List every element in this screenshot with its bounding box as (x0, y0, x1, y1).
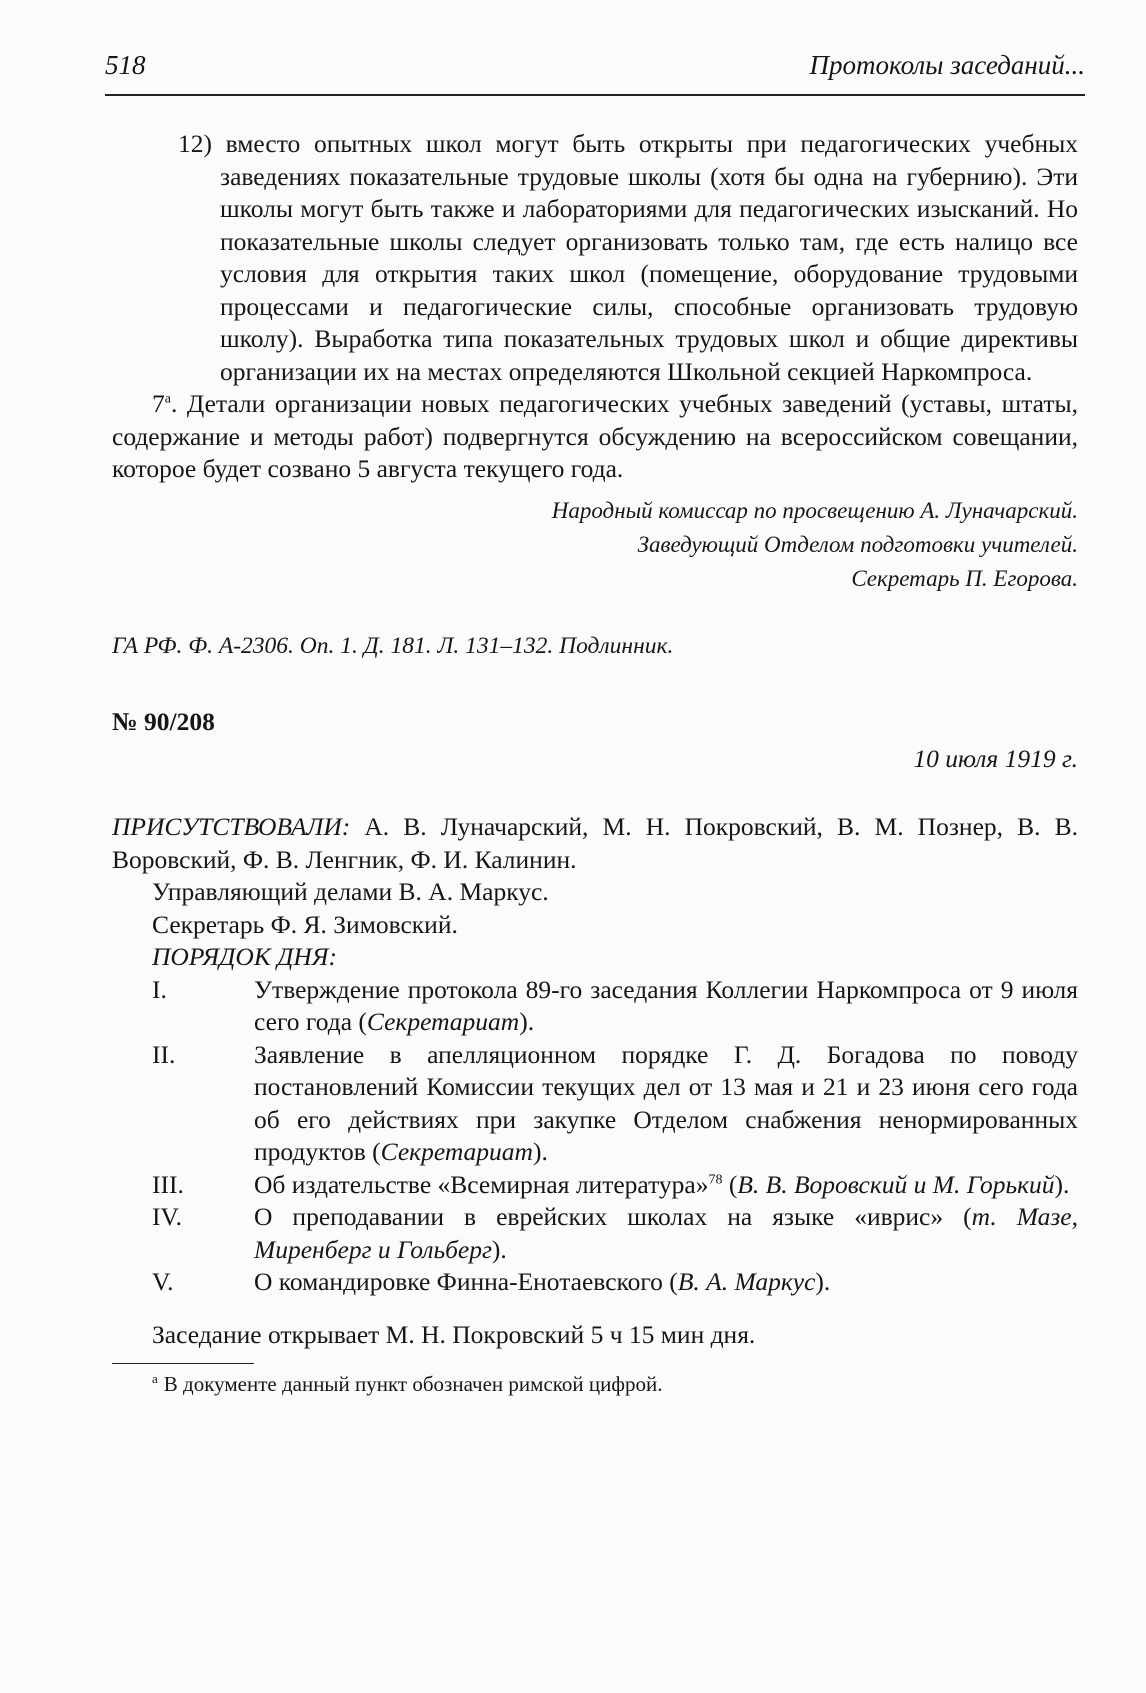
signature-line: Заведующий Отделом подготовки учителей. (637, 531, 1078, 557)
footnote-mark: а (152, 1371, 158, 1386)
agenda-item (112, 974, 1078, 1039)
agenda-item-text: О преподавании в еврейских школах на языке «иврис» (т. Мазе, Миренберг и Гольберг). (254, 1202, 1078, 1264)
document-body (112, 128, 1078, 1398)
agenda-item-number: II. (152, 1039, 176, 1069)
agenda-item-number: I. (152, 974, 167, 1004)
meeting-opening: Заседание открывает М. Н. Покровский 5 ч 15 мин дня. (152, 1319, 756, 1349)
protocol-date: 10 июля 1919 г. (913, 743, 1078, 773)
footnote-marker: а (164, 391, 171, 407)
archive-reference: ГА РФ. Ф. А-2306. Оп. 1. Д. 181. Л. 131–132. Подлинник. (112, 632, 674, 659)
agenda-item (112, 1039, 1078, 1169)
item-7-text: . Детали организации новых педагогических учебных заведений (уставы, штаты, содержание и методы работ) подвергнутся обсуждению на всероссийском совещании, которое будет созвано 5 августа текущего года. (112, 389, 1078, 483)
paragraph-item-7 (112, 388, 1078, 486)
agenda-item-number: V. (152, 1267, 174, 1296)
item-7-number: 7 (152, 389, 165, 418)
footnote-text: В документе данный пункт обозначен римской цифрой. (163, 1372, 663, 1396)
manager-line: Управляющий делами В. А. Маркус. (152, 877, 549, 906)
page-header (105, 46, 1085, 96)
agenda-item-text: Утверждение протокола 89-го заседания Коллегии Наркомпроса от 9 июля сего года (Секретариат). (254, 974, 1078, 1036)
agenda-item-number: IV. (152, 1202, 182, 1231)
note-reference: 78 (708, 1172, 723, 1187)
agenda-item-text: О командировке Финна-Енотаевского (В. А. Маркус). (254, 1267, 831, 1296)
agenda-item-text: Об издательстве «Всемирная литература»$^{78}$ (В. В. Воровский и М. Горький). (254, 1169, 1070, 1199)
footnote-divider (112, 1363, 254, 1364)
attendees-label: ПРИСУТСТВОВАЛИ: (112, 812, 351, 841)
attendees-names: А. В. Луначарский, М. Н. Покровский, В. М. Познер, В. В. Воровский, Ф. В. Ленгник, Ф. И. Калинин. (112, 812, 1079, 874)
agenda-title: ПОРЯДОК ДНЯ: (152, 942, 338, 971)
footnote (112, 1370, 1078, 1398)
agenda-item (112, 1201, 1078, 1266)
paragraph-item-12: 12) вместо опытных школ могут быть открыты при педагогических учебных заведениях показательные трудовые школы (хотя бы одна на губернию). Эти школы могут быть также и лабораториями для педагогических изысканий. Но показательные школы следует организовать только там, где есть налицо все условия для открытия таких школ (помещение, оборудование трудовыми процессами и педагогические силы, способные организовать трудовую школу). Выработка типа показательных трудовых школ и общие директивы организации их на местах определяются Школьной секцией Наркомпроса. (178, 129, 1078, 386)
agenda-item-text: Заявление в апелляционном порядке Г. Д. Богадова по поводу постановлений Комиссии текущих дел от 13 мая и 21 и 23 июня сего года об его действиях при закупке Отделом снабжения ненормированных продуктов (Секретариат). (254, 1039, 1078, 1166)
signature-block (112, 494, 1078, 596)
agenda-item-number: III. (152, 1169, 184, 1199)
agenda-item (112, 1169, 1078, 1202)
agenda-item (112, 1266, 1078, 1299)
signature-line: Народный комиссар по просвещению А. Луначарский. (551, 497, 1078, 523)
attendees (112, 811, 1078, 876)
running-title: Протоколы заседаний... (809, 50, 1085, 80)
protocol-number: № 90/208 (112, 707, 215, 736)
page-number: 518 (105, 50, 146, 80)
signature-line: Секретарь П. Егорова. (851, 565, 1078, 591)
secretary-line: Секретарь Ф. Я. Зимовский. (152, 909, 458, 939)
